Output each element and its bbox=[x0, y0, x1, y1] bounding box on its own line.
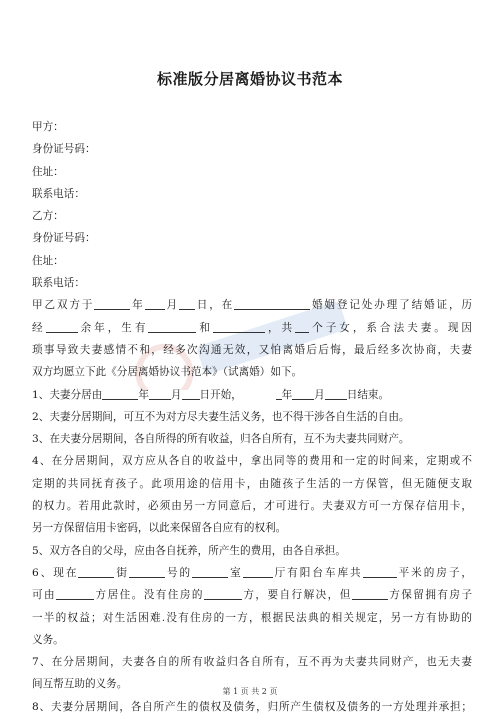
document-line bbox=[32, 428, 472, 450]
blank-underline bbox=[78, 565, 114, 578]
blank-underline bbox=[352, 587, 388, 600]
document-line bbox=[32, 584, 472, 606]
blank-underline bbox=[213, 320, 265, 333]
line-text: 日开始， bbox=[199, 388, 242, 401]
line-text: 4、在分居期间，双方应从各自的收益中，拿出同等的费用和一定的时间来，定期或不 bbox=[32, 455, 472, 468]
page-footer: 第 1 页 共 2 页 bbox=[222, 687, 278, 696]
line-text: 间互帮互助的义务。 bbox=[32, 678, 128, 691]
line-text: 年 bbox=[130, 299, 145, 312]
document-line bbox=[32, 696, 472, 718]
document-line bbox=[32, 651, 472, 673]
blank-underline bbox=[363, 565, 397, 578]
document-line bbox=[32, 562, 472, 584]
line-text: 街 bbox=[114, 566, 129, 579]
document-line bbox=[32, 517, 472, 539]
line-text: 1、夫妻分居由 bbox=[32, 388, 103, 401]
line-text: 年 bbox=[281, 388, 293, 401]
document-title: 标准版分居离婚协议书范本 bbox=[156, 70, 343, 88]
line-text: 双方均愿立下此《分居离婚协议书范本》（试离婚）如下。 bbox=[32, 366, 303, 379]
line-text: 余年，生有 bbox=[77, 321, 149, 334]
document-line bbox=[32, 607, 472, 629]
line-text: 方保留拥有房子 bbox=[387, 589, 472, 602]
line-text: 另一方保留信用卡密码，以此来保留各自应有的权利。 bbox=[32, 522, 287, 535]
line-text: 住址： bbox=[32, 165, 64, 178]
document-line bbox=[32, 406, 472, 428]
line-text: 室 bbox=[228, 566, 243, 579]
blank-underline bbox=[192, 565, 228, 578]
line-text: 婚姻登记处办理了结婚证，历 bbox=[310, 299, 472, 312]
blank-underline bbox=[243, 565, 273, 578]
document-line bbox=[32, 183, 472, 205]
document-line bbox=[32, 495, 472, 517]
line-text: 厅有阳台车库共 bbox=[272, 566, 363, 579]
line-text: 可由 bbox=[32, 589, 57, 602]
document-line bbox=[32, 317, 472, 339]
blank-underline bbox=[234, 297, 310, 310]
document-line bbox=[32, 250, 472, 272]
document-line bbox=[32, 540, 472, 562]
line-text: 甲乙双方于 bbox=[32, 299, 95, 312]
line-text: 和 bbox=[196, 321, 213, 334]
line-text: 平米的房子， bbox=[396, 566, 472, 579]
line-text: 6、现在 bbox=[32, 566, 79, 579]
line-text: 琐事导致夫妻感情不和，经多次沟通无效，又怕离婚后后悔，最后经多次协商，夫妻 bbox=[32, 343, 472, 356]
line-text: 2、夫妻分居期间，可互不为对方尽夫妻生活义务，也不得干涉各自生活的自由。 bbox=[32, 410, 410, 423]
document-line bbox=[32, 361, 472, 383]
line-text: 义务。 bbox=[32, 633, 64, 646]
blank-underline bbox=[325, 387, 347, 400]
line-text: ，共 bbox=[265, 321, 296, 334]
line-text: 住址： bbox=[32, 254, 64, 267]
blank-underline bbox=[292, 387, 314, 400]
document-line bbox=[32, 272, 472, 294]
blank-underline bbox=[129, 565, 165, 578]
line-text: 一半的权益；对生活困难.没有住房的一方，根据民法典的相关规定，另一方有协助的 bbox=[32, 611, 472, 624]
document-line bbox=[32, 161, 472, 183]
document-line bbox=[32, 450, 472, 472]
line-text: 日，在 bbox=[194, 299, 235, 312]
document-line bbox=[32, 205, 472, 227]
blank-underline bbox=[149, 387, 171, 400]
document-body bbox=[32, 116, 472, 718]
document-line bbox=[32, 473, 472, 495]
line-text: 号的 bbox=[164, 566, 193, 579]
line-text: 月 bbox=[314, 388, 325, 401]
document-line bbox=[32, 227, 472, 249]
line-spacer bbox=[242, 389, 276, 401]
line-text: 月 bbox=[164, 299, 179, 312]
line-text: 3、在夫妻分居期间，各自所得的所有收益，归各自所有，互不为夫妻共同财产。 bbox=[32, 433, 410, 446]
document-line bbox=[32, 384, 472, 406]
blank-underline bbox=[182, 387, 200, 400]
document-line bbox=[32, 138, 472, 160]
blank-underline bbox=[204, 587, 242, 600]
line-text: 经 bbox=[32, 321, 46, 334]
blank-underline bbox=[295, 320, 309, 333]
blank-underline bbox=[179, 297, 195, 310]
blank-underline bbox=[148, 320, 196, 333]
line-text: 定期的共同抚育孩子。此项用途的信用卡，由随孩子生活的一方保管，但无随便支取 bbox=[32, 477, 472, 490]
line-text: 日结束。 bbox=[346, 388, 390, 401]
line-text: 月 bbox=[170, 388, 182, 401]
line-text: 方，要自行解决，但 bbox=[241, 589, 352, 602]
document-line bbox=[32, 116, 472, 138]
line-text: 5、双方各自的父母，应由各自抚养，所产生的费用，由各自承担。 bbox=[32, 544, 346, 557]
blank-underline bbox=[94, 297, 130, 310]
document-line bbox=[32, 629, 472, 651]
document-line bbox=[32, 294, 472, 316]
line-text: 8、夫妻分居期间，各自所产生的债权及债务，归所产生债权及债务的一方处理并承担； bbox=[32, 700, 472, 713]
line-text: 方居住。没有住房的 bbox=[94, 589, 204, 602]
line-text: 个子女，系合法夫妻。现因 bbox=[309, 321, 472, 334]
line-text: 甲方： bbox=[32, 121, 64, 133]
blank-underline bbox=[56, 587, 94, 600]
blank-underline bbox=[46, 320, 78, 333]
line-text: 的权力。若用此款时，必须由另一方同意后，才可进行。夫妻双方可一方保存信用卡， bbox=[32, 500, 472, 513]
line-text: 身份证号码： bbox=[32, 143, 96, 156]
line-text: 年 bbox=[138, 388, 149, 401]
line-text: 联系电话： bbox=[32, 187, 85, 200]
line-text: 乙方： bbox=[32, 210, 64, 223]
line-text: 联系电话： bbox=[32, 277, 85, 290]
line-text: 7、在分居期间，夫妻各自的所有收益归各自所有，互不再为夫妻共同财产，也无夫妻 bbox=[32, 656, 472, 669]
line-text: 身份证号码： bbox=[32, 232, 96, 245]
blank-underline bbox=[145, 297, 165, 310]
document-line bbox=[32, 339, 472, 361]
blank-underline bbox=[102, 387, 138, 400]
